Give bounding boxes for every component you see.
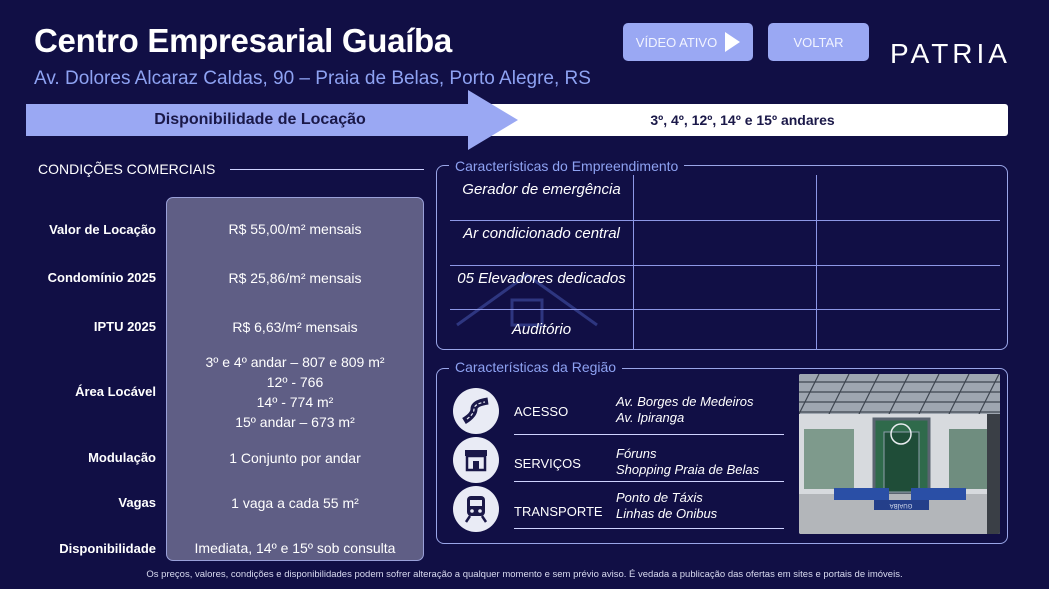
parking-label: Vagas (118, 495, 156, 510)
lobby-photo (799, 374, 1000, 534)
grid-line (816, 175, 817, 350)
region-services-label: SERVIÇOS (514, 456, 581, 471)
brand-logo: PATRIA (890, 38, 1011, 69)
play-icon (725, 32, 740, 52)
feature-elevators: 05 Elevadores dedicados (457, 270, 626, 287)
road-icon (453, 388, 499, 434)
area-line: 14º - 774 m² (256, 394, 334, 410)
grid-line (450, 265, 1000, 266)
rent-value: R$ 55,00/m² mensais (228, 221, 362, 237)
availability-value: Imediata, 14º e 15º sob consulta (194, 540, 396, 556)
region-divider (514, 481, 784, 482)
availability-label: Disponibilidade de Locação (154, 111, 366, 128)
available-floors: 3º, 4º, 12º, 14º e 15º andares (650, 112, 835, 128)
enterprise-title: Características do Empreendimento (449, 158, 684, 174)
video-button-label: VÍDEO ATIVO (635, 34, 718, 50)
photo-sign-text: GUAÍBA (889, 502, 913, 508)
video-button[interactable] (623, 23, 753, 61)
grid-line (450, 309, 1000, 310)
area-label: Área Locável (75, 384, 156, 399)
modulation-label: Modulação (88, 450, 156, 465)
back-button[interactable]: VOLTAR (768, 23, 869, 61)
conditions-divider (230, 169, 424, 170)
region-value-line: Av. Ipiranga (616, 410, 685, 425)
condo-fee-label: Condomínio 2025 (47, 270, 156, 285)
grid-line (450, 220, 1000, 221)
region-services-values (616, 446, 759, 478)
feature-air-conditioning: Ar condicionado central (463, 225, 620, 242)
area-value (166, 352, 424, 432)
disclaimer-footer: Os preços, valores, condições e disponibilidades podem sofrer alteração a qualquer momento e sem prévio aviso. É vedada a publicação das ofertas em sites e portais de imóveis. (146, 569, 903, 580)
availability-label-row: Disponibilidade (59, 541, 156, 556)
region-access-values (616, 394, 754, 426)
grid-line (633, 175, 634, 350)
region-value-line: Shopping Praia de Belas (616, 462, 760, 477)
area-line: 12º - 766 (266, 374, 324, 390)
region-transport-values (616, 490, 717, 522)
store-icon (453, 437, 499, 483)
region-divider (514, 434, 784, 435)
region-value-line: Fóruns (616, 446, 657, 461)
train-icon (453, 486, 499, 532)
feature-auditorium: Auditório (511, 321, 572, 338)
region-title: Características da Região (449, 359, 622, 375)
modulation-value: 1 Conjunto por andar (229, 450, 361, 466)
region-value-line: Av. Borges de Medeiros (616, 394, 754, 409)
address-subtitle: Av. Dolores Alcaraz Caldas, 90 – Praia de Belas, Porto Alegre, RS (34, 68, 591, 89)
area-line: 3º e 4º andar – 807 e 809 m² (205, 354, 385, 370)
rent-label: Valor de Locação (49, 222, 156, 237)
conditions-title: CONDIÇÕES COMERCIAIS (38, 161, 216, 177)
parking-value: 1 vaga a cada 55 m² (231, 495, 359, 511)
region-value-line: Linhas de Onibus (616, 506, 718, 521)
iptu-value: R$ 6,63/m² mensais (232, 319, 358, 335)
condo-fee-value: R$ 25,86/m² mensais (228, 270, 362, 286)
iptu-label: IPTU 2025 (93, 319, 156, 334)
region-divider (514, 528, 784, 529)
region-access-label: ACESSO (514, 404, 569, 419)
region-value-line: Ponto de Táxis (616, 490, 703, 505)
feature-generator: Gerador de emergência (462, 181, 621, 198)
area-line: 15º andar – 673 m² (235, 414, 355, 430)
region-transport-label: TRANSPORTE (514, 504, 603, 519)
page-title: Centro Empresarial Guaíba (34, 22, 452, 59)
